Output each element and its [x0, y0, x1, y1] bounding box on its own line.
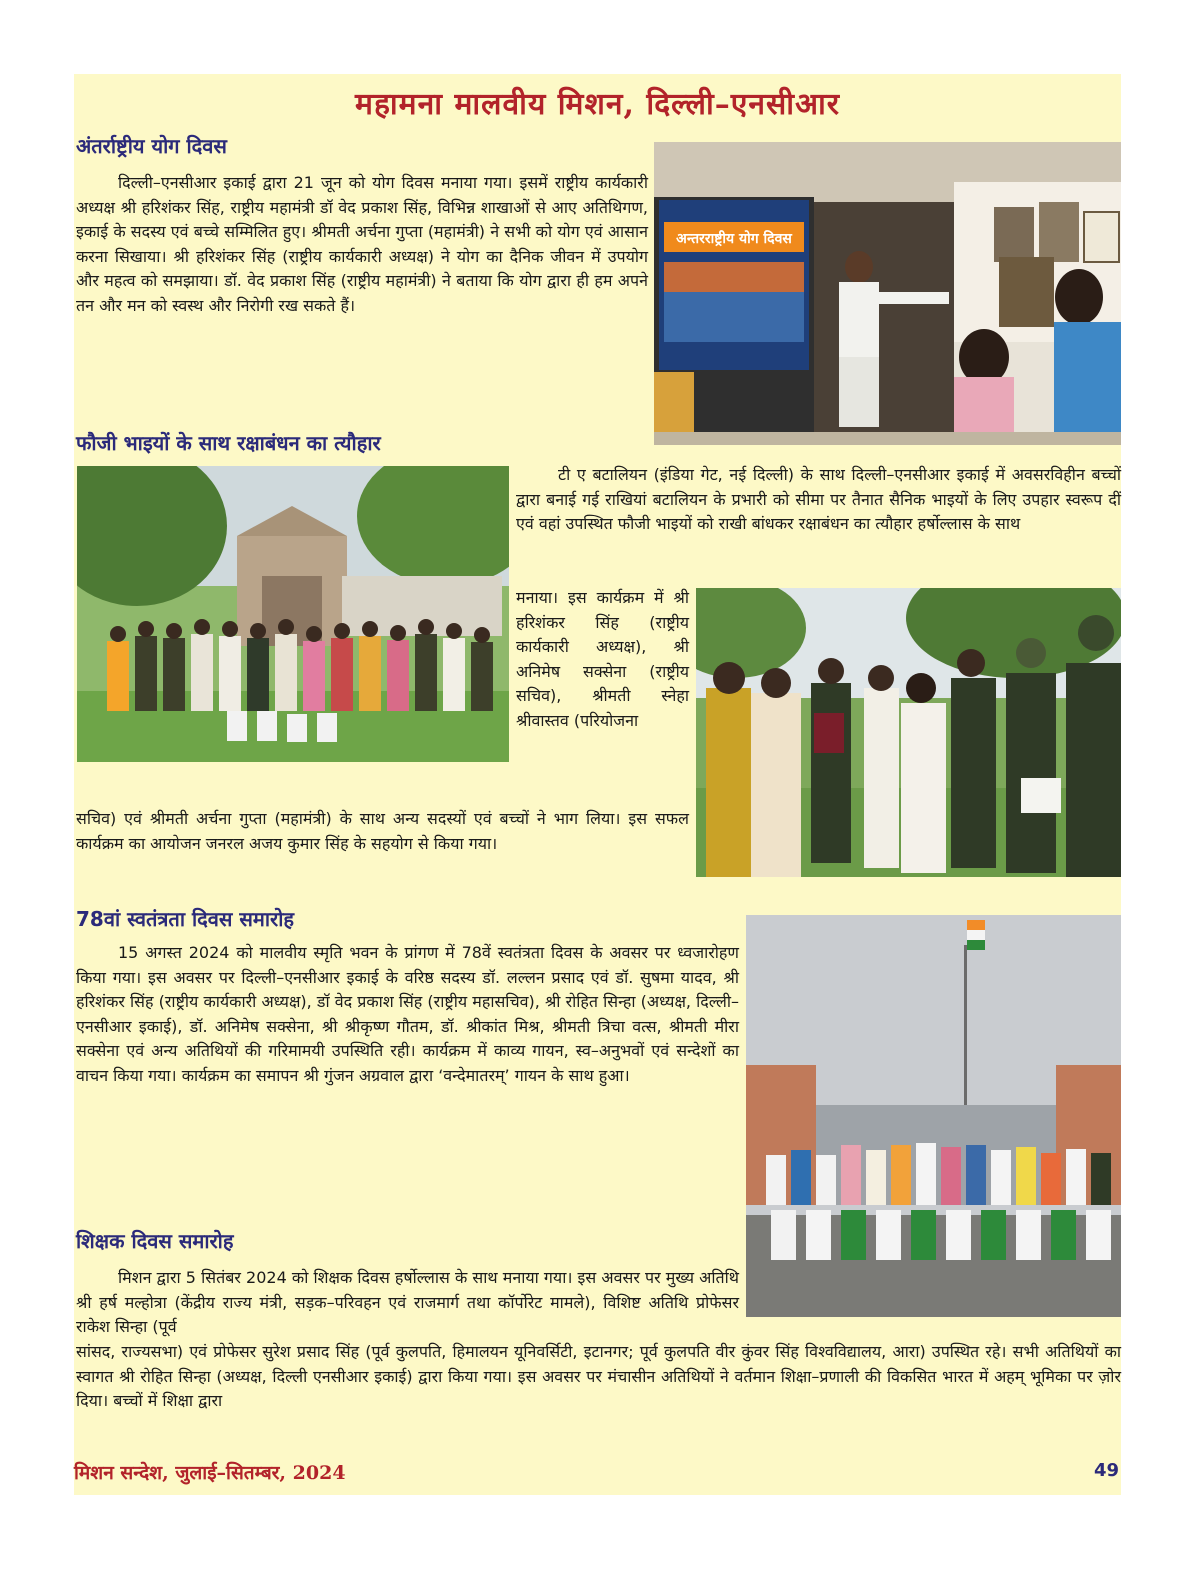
yoga-banner-text: अन्तरराष्ट्रीय योग दिवस — [676, 231, 792, 247]
yoga-heading: अंतर्राष्ट्रीय योग दिवस — [76, 134, 227, 158]
teacher-paragraph-wide: सांसद, राज्यसभा) एवं प्रोफेसर सुरेश प्रसाद सिंह (पूर्व कुलपति, हिमालयन यूनिवर्सिटी, इटानगर; पूर्व कुलपति वीर कुंवर सिंह विश्वविद्यालय, आरा) उपस्थित रहे। सभी अतिथियों का स्वागत श्री रोहित सिन्हा (अध्यक्ष, दिल्ली एनसीआर इकाई) द्वारा किया गया। इस अवसर पर मंचासीन अतिथियों ने वर्तमान शिक्षा–प्रणाली की विकसित भारत में अहम् भूमिका पर ज़ोर दिया। बच्चों में शिक्षा द्वारा — [76, 1342, 1121, 1411]
raksha-paragraph-middle: मनाया। इस कार्यक्रम में श्री हरिशंकर सिंह (राष्ट्रीय कार्यकारी अध्यक्ष), श्री अनिमेष सक्सेना (राष्ट्रीय सचिव), श्रीमती स्नेहा श्रीवास्तव (परियोजना — [516, 588, 689, 730]
page-panel — [74, 74, 1121, 1495]
page-number: 49 — [1093, 1460, 1119, 1481]
footer-publication: मिशन सन्देश, जुलाई–सितम्बर, 2024 — [74, 1462, 346, 1484]
raksha-heading: फौजी भाइयों के साथ रक्षाबंधन का त्यौहार — [76, 431, 381, 455]
independence-day-photo — [746, 915, 1121, 1317]
teacher-heading: शिक्षक दिवस समारोह — [76, 1229, 234, 1253]
independence-paragraph: 15 अगस्त 2024 को मालवीय स्मृति भवन के प्रांगण में 78वें स्वतंत्रता दिवस के अवसर पर ध्वजारोहण किया गया। इस अवसर पर दिल्ली–एनसीआर इकाई के वरिष्ठ सदस्य डॉ. लल्लन प्रसाद एवं डॉ. सुषमा यादव, श्री हरिशंकर सिंह (राष्ट्रीय कार्यकारी अध्यक्ष), डॉ वेद प्रकाश सिंह (राष्ट्रीय महासचिव), श्री रोहित सिन्हा (अध्यक्ष, दिल्ली–एनसीआर इकाई), डॉ. अनिमेष सक्सेना, श्री श्रीकृष्ण गौतम, डॉ. श्रीकांत मिश्र, श्रीमती त्रिचा वत्स, श्रीमती मीरा सक्सेना एवं अन्य अतिथियों की गरिमामयी उपस्थिति रही। कार्यक्रम में काव्य गायन, स्व–अनुभवों एवं सन्देशों का वाचन किया गया। कार्यक्रम का समापन श्री गुंजन अग्रवाल द्वारा ‘वन्देमातरम्’ गायन के साथ हुआ। — [76, 943, 739, 1085]
teacher-paragraph-narrow: मिशन द्वारा 5 सितंबर 2024 को शिक्षक दिवस हर्षोल्लास के साथ मनाया गया। इस अवसर पर मुख्य अतिथि श्री हर्ष मल्होत्रा (केंद्रीय राज्य मंत्री, सड़क–परिवहन एवं राजमार्ग तथा कॉर्पोरेट मामले), विशिष्ट अतिथि प्रोफेसर राकेश सिन्हा (पूर्व — [76, 1268, 739, 1337]
page-title: महामना मालवीय मिशन, दिल्ली–एनसीआर — [355, 87, 840, 122]
yoga-day-photo — [654, 142, 1121, 445]
independence-heading: 78वां स्वतंत्रता दिवस समारोह — [76, 907, 295, 931]
raksha-paragraph-top: टी ए बटालियन (इंडिया गेट, नई दिल्ली) के साथ दिल्ली–एनसीआर इकाई में अवसरविहीन बच्चों द्वारा बनाई गई राखियां बटालियन के प्रभारी को सीमा पर तैनात सैनिक भाइयों के लिए उपहार स्वरूप दीं एवं वहां उपस्थित फौजी भाइयों को राखी बांधकर रक्षाबंधन का त्यौहार हर्षोल्लास के साथ — [516, 465, 1121, 534]
raksha-group-photo — [77, 466, 509, 762]
yoga-paragraph: दिल्ली–एनसीआर इकाई द्वारा 21 जून को योग दिवस मनाया गया। इसमें राष्ट्रीय कार्यकारी अध्यक्ष श्री हरिशंकर सिंह, राष्ट्रीय महामंत्री डॉ वेद प्रकाश सिंह, विभिन्न शाखाओं से आए अतिथिगण, इकाई के सदस्य एवं बच्चे सम्मिलित हुए। श्रीमती अर्चना गुप्ता (महामंत्री) ने सभी को योग एवं आसान करना सिखाया। श्री हरिशंकर सिंह (राष्ट्रीय कार्यकारी अध्यक्ष) ने योग का दैनिक जीवन में उपयोग और महत्व को समझाया। डॉ. वेद प्रकाश सिंह (राष्ट्रीय महामंत्री) ने बताया कि योग द्वारा ही हम अपने तन और मन को स्वस्थ और निरोगी रख सकते हैं। — [76, 173, 648, 315]
raksha-rakhi-photo — [696, 588, 1121, 877]
raksha-paragraph-bottom: सचिव) एवं श्रीमती अर्चना गुप्ता (महामंत्री) के साथ अन्य सदस्यों एवं बच्चों ने भाग लिया। इस सफल कार्यक्रम का आयोजन जनरल अजय कुमार सिंह के सहयोग से किया गया। — [76, 809, 689, 853]
